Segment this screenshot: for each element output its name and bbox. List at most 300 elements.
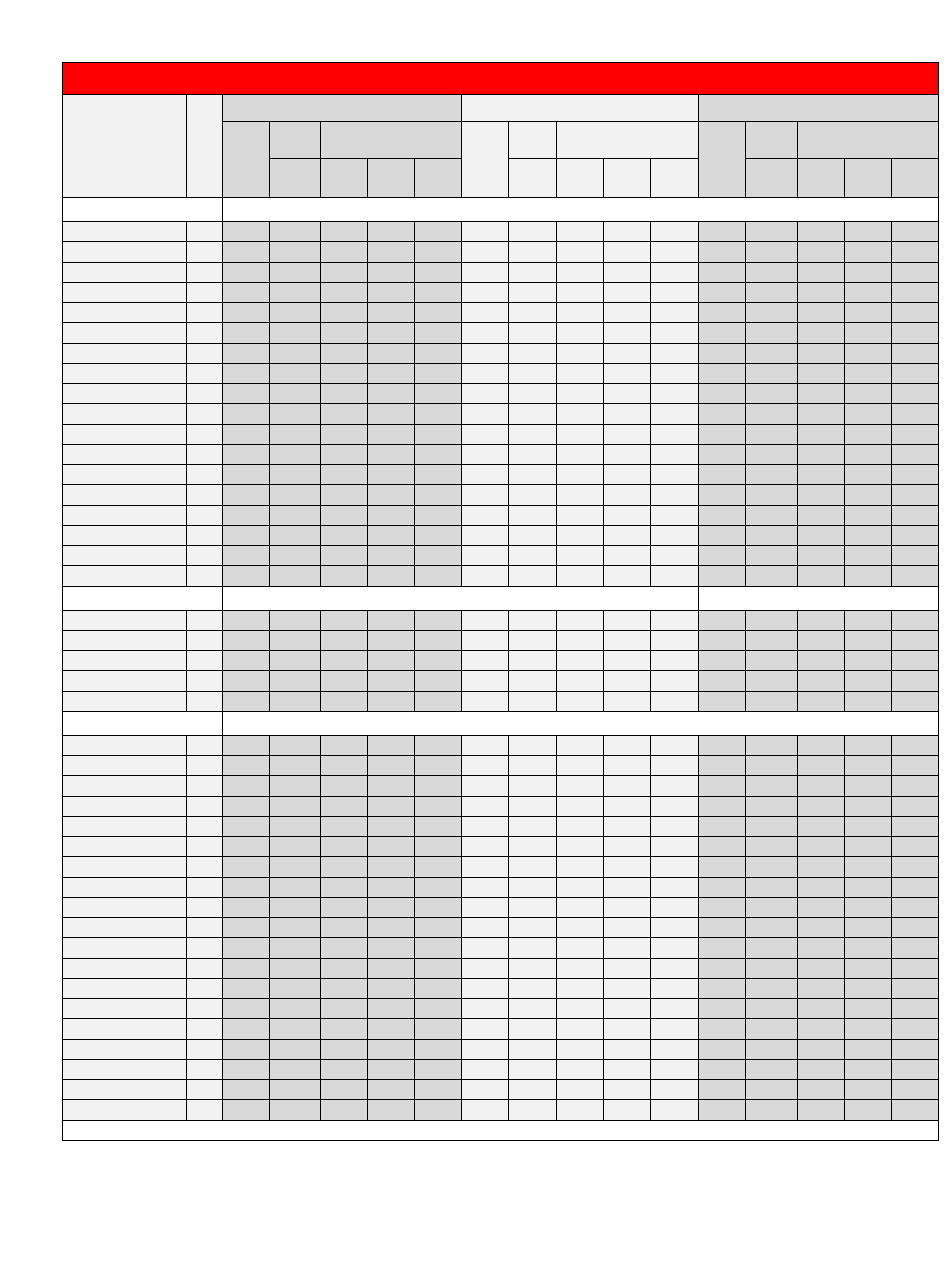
table-cell[interactable] [414, 836, 462, 857]
table-cell[interactable] [508, 735, 557, 756]
table-cell[interactable] [508, 958, 557, 979]
table-cell[interactable] [320, 1018, 368, 1040]
table-row-unit[interactable] [186, 262, 223, 283]
table-row-label[interactable] [62, 978, 187, 999]
table-cell[interactable] [797, 1018, 845, 1040]
table-cell[interactable] [650, 691, 699, 712]
table-cell[interactable] [508, 610, 557, 631]
table-row-label[interactable] [62, 897, 187, 918]
table-cell[interactable] [367, 343, 415, 364]
table-cell[interactable] [745, 796, 798, 817]
table-cell[interactable] [556, 525, 604, 546]
table-cell[interactable] [367, 610, 415, 631]
table-cell[interactable] [844, 241, 892, 263]
table-cell[interactable] [414, 816, 462, 837]
table-cell[interactable] [556, 1039, 604, 1060]
table-cell[interactable] [367, 897, 415, 918]
table-cell[interactable] [508, 565, 557, 587]
table-cell[interactable] [891, 630, 939, 651]
table-row-label[interactable] [62, 484, 187, 506]
table-row-label[interactable] [62, 545, 187, 566]
table-row-unit[interactable] [186, 525, 223, 546]
table-cell[interactable] [461, 856, 509, 878]
table-cell[interactable] [269, 958, 321, 979]
table-cell[interactable] [844, 484, 892, 506]
table-cell[interactable] [556, 1079, 604, 1100]
table-cell[interactable] [797, 610, 845, 631]
table-cell[interactable] [320, 444, 368, 465]
table-cell[interactable] [650, 282, 699, 303]
table-cell[interactable] [603, 302, 651, 323]
table-row-unit[interactable] [186, 978, 223, 999]
table-cell[interactable] [461, 343, 509, 364]
table-cell[interactable] [508, 1099, 557, 1121]
table-cell[interactable] [650, 545, 699, 566]
table-row-unit[interactable] [186, 755, 223, 776]
table-row-label[interactable] [62, 525, 187, 546]
table-cell[interactable] [414, 775, 462, 797]
table-cell[interactable] [603, 917, 651, 938]
table-cell[interactable] [650, 1018, 699, 1040]
table-cell[interactable] [269, 322, 321, 344]
table-cell[interactable] [367, 241, 415, 263]
table-cell[interactable] [698, 262, 746, 283]
table-row-label[interactable] [62, 735, 187, 756]
table-cell[interactable] [650, 464, 699, 485]
table-cell[interactable] [891, 403, 939, 425]
table-cell[interactable] [556, 775, 604, 797]
table-cell[interactable] [367, 444, 415, 465]
table-cell[interactable] [745, 383, 798, 404]
table-cell[interactable] [414, 998, 462, 1019]
table-cell[interactable] [222, 424, 270, 445]
table-cell[interactable] [650, 816, 699, 837]
table-cell[interactable] [367, 836, 415, 857]
table-row-unit[interactable] [186, 691, 223, 712]
table-cell[interactable] [320, 937, 368, 959]
table-cell[interactable] [414, 796, 462, 817]
table-cell[interactable] [797, 484, 845, 506]
table-cell[interactable] [269, 221, 321, 242]
table-cell[interactable] [269, 836, 321, 857]
table-cell[interactable] [461, 1039, 509, 1060]
table-cell[interactable] [320, 302, 368, 323]
table-cell[interactable] [698, 565, 746, 587]
table-cell[interactable] [320, 897, 368, 918]
table-cell[interactable] [698, 670, 746, 692]
table-cell[interactable] [461, 403, 509, 425]
table-row-unit[interactable] [186, 403, 223, 425]
table-row-label[interactable] [62, 302, 187, 323]
table-cell[interactable] [650, 262, 699, 283]
table-cell[interactable] [508, 1079, 557, 1100]
table-cell[interactable] [461, 1018, 509, 1040]
table-cell[interactable] [414, 1039, 462, 1060]
table-cell[interactable] [603, 525, 651, 546]
table-cell[interactable] [745, 363, 798, 384]
table-cell[interactable] [603, 444, 651, 465]
table-cell[interactable] [698, 545, 746, 566]
table-cell[interactable] [797, 630, 845, 651]
table-cell[interactable] [797, 755, 845, 776]
table-cell[interactable] [461, 670, 509, 692]
table-cell[interactable] [698, 691, 746, 712]
table-cell[interactable] [797, 262, 845, 283]
table-cell[interactable] [603, 610, 651, 631]
table-cell[interactable] [508, 998, 557, 1019]
table-cell[interactable] [556, 221, 604, 242]
table-cell[interactable] [222, 383, 270, 404]
table-cell[interactable] [461, 836, 509, 857]
table-row-label[interactable] [62, 917, 187, 938]
table-cell[interactable] [556, 322, 604, 344]
table-row-label[interactable] [62, 1039, 187, 1060]
table-cell[interactable] [222, 897, 270, 918]
table-cell[interactable] [222, 610, 270, 631]
table-cell[interactable] [414, 670, 462, 692]
table-cell[interactable] [556, 836, 604, 857]
table-cell[interactable] [269, 262, 321, 283]
table-cell[interactable] [844, 464, 892, 485]
table-cell[interactable] [745, 262, 798, 283]
table-cell[interactable] [320, 978, 368, 999]
table-cell[interactable] [891, 816, 939, 837]
table-cell[interactable] [269, 1039, 321, 1060]
table-cell[interactable] [414, 897, 462, 918]
table-cell[interactable] [891, 755, 939, 776]
table-cell[interactable] [603, 322, 651, 344]
table-cell[interactable] [508, 670, 557, 692]
table-cell[interactable] [698, 877, 746, 898]
table-cell[interactable] [222, 403, 270, 425]
table-cell[interactable] [269, 998, 321, 1019]
table-cell[interactable] [603, 241, 651, 263]
table-cell[interactable] [556, 877, 604, 898]
table-cell[interactable] [650, 998, 699, 1019]
table-cell[interactable] [891, 978, 939, 999]
table-cell[interactable] [797, 505, 845, 526]
table-cell[interactable] [698, 383, 746, 404]
table-cell[interactable] [320, 610, 368, 631]
table-cell[interactable] [891, 1039, 939, 1060]
table-cell[interactable] [797, 735, 845, 756]
table-cell[interactable] [650, 484, 699, 506]
table-row-label[interactable] [62, 505, 187, 526]
table-cell[interactable] [603, 262, 651, 283]
table-cell[interactable] [844, 424, 892, 445]
table-cell[interactable] [797, 302, 845, 323]
table-cell[interactable] [320, 670, 368, 692]
table-cell[interactable] [414, 630, 462, 651]
table-cell[interactable] [414, 1018, 462, 1040]
table-cell[interactable] [698, 735, 746, 756]
table-row-unit[interactable] [186, 545, 223, 566]
table-cell[interactable] [698, 836, 746, 857]
table-cell[interactable] [367, 403, 415, 425]
table-cell[interactable] [891, 610, 939, 631]
table-cell[interactable] [844, 1018, 892, 1040]
table-cell[interactable] [891, 836, 939, 857]
table-row-label[interactable] [62, 322, 187, 344]
table-cell[interactable] [650, 424, 699, 445]
table-cell[interactable] [320, 545, 368, 566]
table-cell[interactable] [414, 917, 462, 938]
table-cell[interactable] [461, 937, 509, 959]
table-cell[interactable] [891, 525, 939, 546]
table-cell[interactable] [797, 836, 845, 857]
table-cell[interactable] [320, 221, 368, 242]
table-cell[interactable] [556, 735, 604, 756]
table-cell[interactable] [797, 998, 845, 1019]
table-cell[interactable] [745, 1039, 798, 1060]
table-cell[interactable] [320, 525, 368, 546]
table-cell[interactable] [603, 363, 651, 384]
table-cell[interactable] [414, 978, 462, 999]
table-cell[interactable] [745, 735, 798, 756]
table-cell[interactable] [414, 282, 462, 303]
table-row-unit[interactable] [186, 1018, 223, 1040]
table-cell[interactable] [650, 403, 699, 425]
table-cell[interactable] [414, 1099, 462, 1121]
table-cell[interactable] [603, 856, 651, 878]
table-cell[interactable] [222, 302, 270, 323]
table-cell[interactable] [222, 775, 270, 797]
table-cell[interactable] [650, 670, 699, 692]
table-row-unit[interactable] [186, 856, 223, 878]
table-cell[interactable] [222, 484, 270, 506]
table-cell[interactable] [698, 755, 746, 776]
table-cell[interactable] [461, 383, 509, 404]
table-cell[interactable] [269, 424, 321, 445]
table-cell[interactable] [650, 383, 699, 404]
table-cell[interactable] [508, 816, 557, 837]
table-cell[interactable] [891, 796, 939, 817]
table-cell[interactable] [320, 383, 368, 404]
table-row-unit[interactable] [186, 998, 223, 1019]
table-cell[interactable] [698, 322, 746, 344]
table-cell[interactable] [222, 958, 270, 979]
table-cell[interactable] [320, 424, 368, 445]
table-cell[interactable] [461, 650, 509, 671]
table-cell[interactable] [745, 998, 798, 1019]
table-cell[interactable] [320, 877, 368, 898]
table-cell[interactable] [603, 1059, 651, 1080]
table-cell[interactable] [508, 1018, 557, 1040]
table-cell[interactable] [508, 525, 557, 546]
table-cell[interactable] [508, 796, 557, 817]
table-cell[interactable] [603, 691, 651, 712]
table-cell[interactable] [698, 282, 746, 303]
table-cell[interactable] [891, 484, 939, 506]
table-cell[interactable] [556, 1018, 604, 1040]
table-cell[interactable] [222, 221, 270, 242]
table-cell[interactable] [844, 650, 892, 671]
table-cell[interactable] [797, 363, 845, 384]
table-cell[interactable] [797, 1079, 845, 1100]
table-cell[interactable] [844, 836, 892, 857]
table-row-unit[interactable] [186, 670, 223, 692]
table-row-unit[interactable] [186, 505, 223, 526]
table-cell[interactable] [320, 565, 368, 587]
table-cell[interactable] [269, 796, 321, 817]
table-cell[interactable] [222, 444, 270, 465]
table-cell[interactable] [603, 775, 651, 797]
table-cell[interactable] [556, 444, 604, 465]
table-cell[interactable] [698, 241, 746, 263]
table-cell[interactable] [891, 383, 939, 404]
table-cell[interactable] [320, 650, 368, 671]
table-cell[interactable] [222, 505, 270, 526]
table-cell[interactable] [269, 650, 321, 671]
table-cell[interactable] [797, 545, 845, 566]
table-cell[interactable] [698, 1018, 746, 1040]
table-cell[interactable] [414, 383, 462, 404]
table-cell[interactable] [603, 282, 651, 303]
table-cell[interactable] [745, 424, 798, 445]
table-cell[interactable] [320, 322, 368, 344]
table-cell[interactable] [650, 302, 699, 323]
table-cell[interactable] [508, 302, 557, 323]
table-row-unit[interactable] [186, 444, 223, 465]
table-row-unit[interactable] [186, 565, 223, 587]
table-cell[interactable] [650, 836, 699, 857]
table-cell[interactable] [367, 424, 415, 445]
table-cell[interactable] [556, 856, 604, 878]
table-cell[interactable] [556, 796, 604, 817]
table-cell[interactable] [222, 670, 270, 692]
table-cell[interactable] [745, 1079, 798, 1100]
table-cell[interactable] [698, 650, 746, 671]
table-cell[interactable] [414, 322, 462, 344]
table-cell[interactable] [745, 322, 798, 344]
table-cell[interactable] [650, 363, 699, 384]
table-cell[interactable] [650, 755, 699, 776]
table-cell[interactable] [844, 545, 892, 566]
table-cell[interactable] [698, 958, 746, 979]
table-cell[interactable] [698, 464, 746, 485]
table-cell[interactable] [367, 796, 415, 817]
table-cell[interactable] [650, 958, 699, 979]
table-cell[interactable] [269, 545, 321, 566]
table-cell[interactable] [844, 383, 892, 404]
table-cell[interactable] [367, 282, 415, 303]
table-cell[interactable] [367, 775, 415, 797]
table-cell[interactable] [414, 221, 462, 242]
table-row-label[interactable] [62, 816, 187, 837]
table-cell[interactable] [269, 363, 321, 384]
table-cell[interactable] [698, 484, 746, 506]
table-cell[interactable] [367, 735, 415, 756]
table-cell[interactable] [745, 444, 798, 465]
table-cell[interactable] [556, 302, 604, 323]
table-cell[interactable] [461, 282, 509, 303]
table-cell[interactable] [508, 897, 557, 918]
table-cell[interactable] [844, 958, 892, 979]
table-cell[interactable] [844, 796, 892, 817]
table-cell[interactable] [603, 630, 651, 651]
table-cell[interactable] [797, 978, 845, 999]
table-cell[interactable] [891, 464, 939, 485]
table-cell[interactable] [603, 424, 651, 445]
table-cell[interactable] [745, 403, 798, 425]
table-cell[interactable] [367, 565, 415, 587]
table-cell[interactable] [745, 1059, 798, 1080]
table-cell[interactable] [269, 755, 321, 776]
table-cell[interactable] [745, 565, 798, 587]
table-cell[interactable] [508, 630, 557, 651]
table-cell[interactable] [698, 917, 746, 938]
table-cell[interactable] [556, 363, 604, 384]
table-cell[interactable] [508, 877, 557, 898]
table-cell[interactable] [891, 670, 939, 692]
table-cell[interactable] [556, 383, 604, 404]
table-cell[interactable] [698, 302, 746, 323]
table-cell[interactable] [461, 525, 509, 546]
table-cell[interactable] [367, 322, 415, 344]
table-cell[interactable] [797, 856, 845, 878]
table-cell[interactable] [844, 917, 892, 938]
table-row-label[interactable] [62, 630, 187, 651]
table-cell[interactable] [222, 241, 270, 263]
table-cell[interactable] [844, 1059, 892, 1080]
table-cell[interactable] [269, 464, 321, 485]
table-cell[interactable] [222, 917, 270, 938]
table-cell[interactable] [556, 241, 604, 263]
table-cell[interactable] [844, 691, 892, 712]
table-cell[interactable] [414, 877, 462, 898]
table-cell[interactable] [269, 877, 321, 898]
table-cell[interactable] [698, 937, 746, 959]
table-cell[interactable] [367, 917, 415, 938]
table-cell[interactable] [603, 998, 651, 1019]
table-cell[interactable] [367, 856, 415, 878]
table-cell[interactable] [745, 610, 798, 631]
table-row-unit[interactable] [186, 221, 223, 242]
table-cell[interactable] [461, 630, 509, 651]
table-cell[interactable] [698, 816, 746, 837]
table-cell[interactable] [508, 856, 557, 878]
table-row-label[interactable] [62, 670, 187, 692]
table-cell[interactable] [556, 691, 604, 712]
table-cell[interactable] [650, 796, 699, 817]
table-cell[interactable] [603, 343, 651, 364]
table-cell[interactable] [556, 630, 604, 651]
table-row-unit[interactable] [186, 464, 223, 485]
table-cell[interactable] [603, 937, 651, 959]
table-row-unit[interactable] [186, 735, 223, 756]
table-cell[interactable] [891, 650, 939, 671]
table-cell[interactable] [320, 343, 368, 364]
table-cell[interactable] [414, 241, 462, 263]
table-cell[interactable] [698, 1079, 746, 1100]
table-cell[interactable] [320, 505, 368, 526]
table-cell[interactable] [650, 565, 699, 587]
table-cell[interactable] [222, 691, 270, 712]
table-cell[interactable] [508, 464, 557, 485]
table-row-label[interactable] [62, 565, 187, 587]
table-row-unit[interactable] [186, 836, 223, 857]
table-cell[interactable] [797, 383, 845, 404]
table-cell[interactable] [844, 630, 892, 651]
table-row-unit[interactable] [186, 610, 223, 631]
table-cell[interactable] [797, 937, 845, 959]
table-cell[interactable] [556, 670, 604, 692]
table-cell[interactable] [891, 917, 939, 938]
table-cell[interactable] [222, 1018, 270, 1040]
table-cell[interactable] [508, 403, 557, 425]
table-cell[interactable] [461, 464, 509, 485]
table-row-label[interactable] [62, 363, 187, 384]
